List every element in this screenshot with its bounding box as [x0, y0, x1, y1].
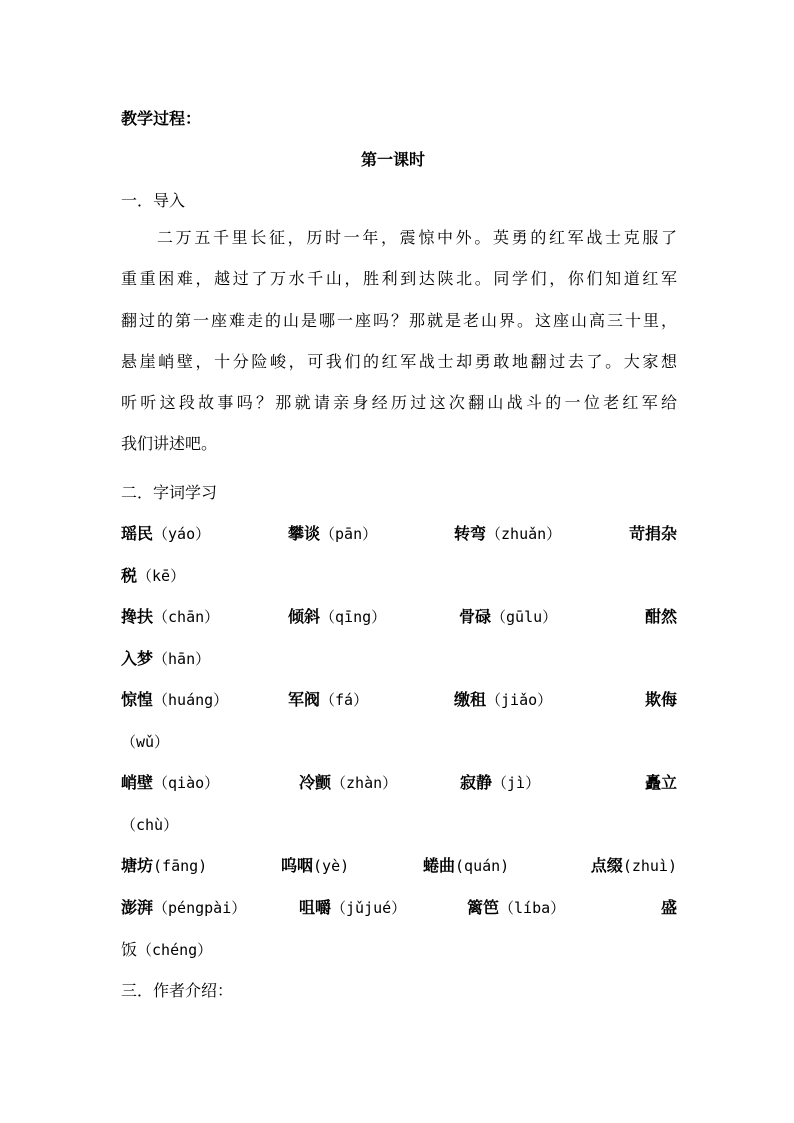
vocab-word: 惊惶: [121, 690, 154, 709]
vocab-word: 税: [121, 566, 138, 585]
vocab-row: [121, 524, 677, 546]
vocab-word: 寂静: [460, 773, 493, 792]
vocab-item: [121, 940, 212, 960]
lesson-title: 第一课时: [361, 150, 426, 169]
vocab-item: [121, 524, 210, 544]
vocab-pinyin: （kē）: [137, 567, 186, 585]
section-1-title: 一．导入: [121, 191, 186, 210]
vocab-pinyin: （zhuǎn）: [486, 525, 562, 543]
vocab-row: [121, 607, 677, 629]
vocab-word: 点缀: [590, 856, 623, 875]
vocab-row: [121, 856, 677, 878]
vocab-item: [591, 856, 677, 876]
vocab-item: [645, 607, 677, 627]
vocab-pinyin: （chān）: [153, 608, 220, 626]
vocab-pinyin: （fá）: [320, 691, 369, 709]
vocab-item: [454, 690, 552, 710]
heading: 教学过程：: [121, 109, 202, 128]
vocab-item: [121, 898, 246, 918]
vocab-word: 矗立: [644, 773, 677, 792]
paragraph-line: 翻过的第一座难走的山是哪一座吗？那就是老山界。这座山高三十里，: [121, 310, 677, 330]
vocab-word: 军阀: [288, 690, 321, 709]
vocab-item: [645, 773, 677, 793]
vocab-pinyin: （jǔjué）: [331, 899, 407, 917]
vocab-word: 冷颤: [299, 773, 332, 792]
vocab-item: [121, 815, 178, 835]
vocab-pinyin: (zhuì): [622, 857, 677, 875]
vocab-item: [459, 607, 557, 627]
vocab-word: 盛: [660, 898, 677, 917]
vocab-pinyin: （zhàn）: [331, 774, 398, 792]
vocab-row: [121, 898, 677, 920]
paragraph-line: 我们讲述吧。: [121, 434, 218, 454]
vocab-word: 饭: [121, 940, 138, 959]
vocab-word: 入梦: [121, 649, 154, 668]
vocab-item: [288, 607, 386, 627]
vocab-item: [629, 524, 677, 544]
vocab-word: 欺侮: [644, 690, 677, 709]
vocab-item: [454, 524, 561, 544]
vocab-row: [121, 690, 677, 712]
vocab-word: 呜咽: [281, 856, 314, 875]
vocab-word: 澎湃: [121, 898, 154, 917]
vocab-item: [423, 856, 509, 876]
paragraph-line: 重重困难，越过了万水千山，胜利到达陕北。同学们，你们知道红军: [121, 269, 677, 289]
vocab-pinyin: （qīng）: [320, 608, 387, 626]
vocab-item: [661, 898, 677, 918]
vocab-item: [121, 649, 210, 669]
vocab-pinyin: （qiào）: [153, 774, 220, 792]
paragraph-line: 二万五千里长征，历时一年，震惊中外。英勇的红军战士克服了: [157, 228, 677, 247]
intro-paragraph: [121, 228, 677, 476]
vocab-word: 蜷曲: [423, 856, 456, 875]
vocab-pinyin: （chéng）: [137, 941, 213, 959]
vocab-item: [467, 898, 565, 918]
vocab-pinyin: （chù）: [121, 816, 179, 834]
vocab-word: 攀谈: [288, 524, 321, 543]
vocab-pinyin: （gūlu）: [491, 608, 558, 626]
section-3-title: 三．作者介绍：: [121, 981, 234, 1000]
vocab-item: [121, 566, 185, 586]
vocab-pinyin: （hān）: [153, 650, 211, 668]
vocab-word: 酣然: [644, 607, 677, 626]
vocab-pinyin: （huáng）: [153, 691, 229, 709]
vocab-word: 塘坊: [121, 856, 154, 875]
vocab-item: [288, 524, 377, 544]
vocab-word: 搀扶: [121, 607, 154, 626]
vocab-item: [460, 773, 540, 793]
vocab-word: 转弯: [454, 524, 487, 543]
vocab-row: [121, 773, 677, 795]
vocab-item: [121, 856, 207, 876]
vocab-word: 咀嚼: [299, 898, 332, 917]
vocab-pinyin: （wǔ）: [121, 733, 170, 751]
vocab-item: [121, 732, 169, 752]
vocab-pinyin: （jiǎo）: [486, 691, 553, 709]
vocab-item: [645, 690, 677, 710]
vocab-word: 苛捐杂: [628, 524, 677, 543]
vocab-item: [121, 773, 219, 793]
vocab-item: [299, 773, 397, 793]
vocab-word: 骨碌: [459, 607, 492, 626]
vocab-pinyin: (fāng): [153, 857, 208, 875]
vocab-item: [288, 690, 368, 710]
vocab-item: [281, 856, 349, 876]
vocab-pinyin: （pān）: [320, 525, 378, 543]
vocab-pinyin: （líba）: [499, 899, 566, 917]
vocab-word: 峭壁: [121, 773, 154, 792]
vocab-word: 缴租: [454, 690, 487, 709]
vocab-pinyin: （jì）: [492, 774, 541, 792]
vocab-pinyin: (quán): [455, 857, 510, 875]
vocab-word: 瑶民: [121, 524, 154, 543]
vocab-pinyin: （péngpài）: [153, 899, 247, 917]
vocab-item: [121, 607, 219, 627]
vocab-pinyin: （yáo）: [153, 525, 211, 543]
vocab-word: 篱笆: [467, 898, 500, 917]
paragraph-line: 听听这段故事吗？那就请亲身经历过这次翻山战斗的一位老红军给: [121, 393, 677, 413]
paragraph-line: 悬崖峭壁，十分险峻，可我们的红军战士却勇敢地翻过去了。大家想: [121, 351, 677, 371]
vocab-pinyin: (yè): [313, 857, 350, 875]
vocab-item: [121, 690, 228, 710]
section-2-title: 二．字词学习: [121, 483, 218, 502]
vocab-word: 倾斜: [288, 607, 321, 626]
vocab-item: [299, 898, 406, 918]
